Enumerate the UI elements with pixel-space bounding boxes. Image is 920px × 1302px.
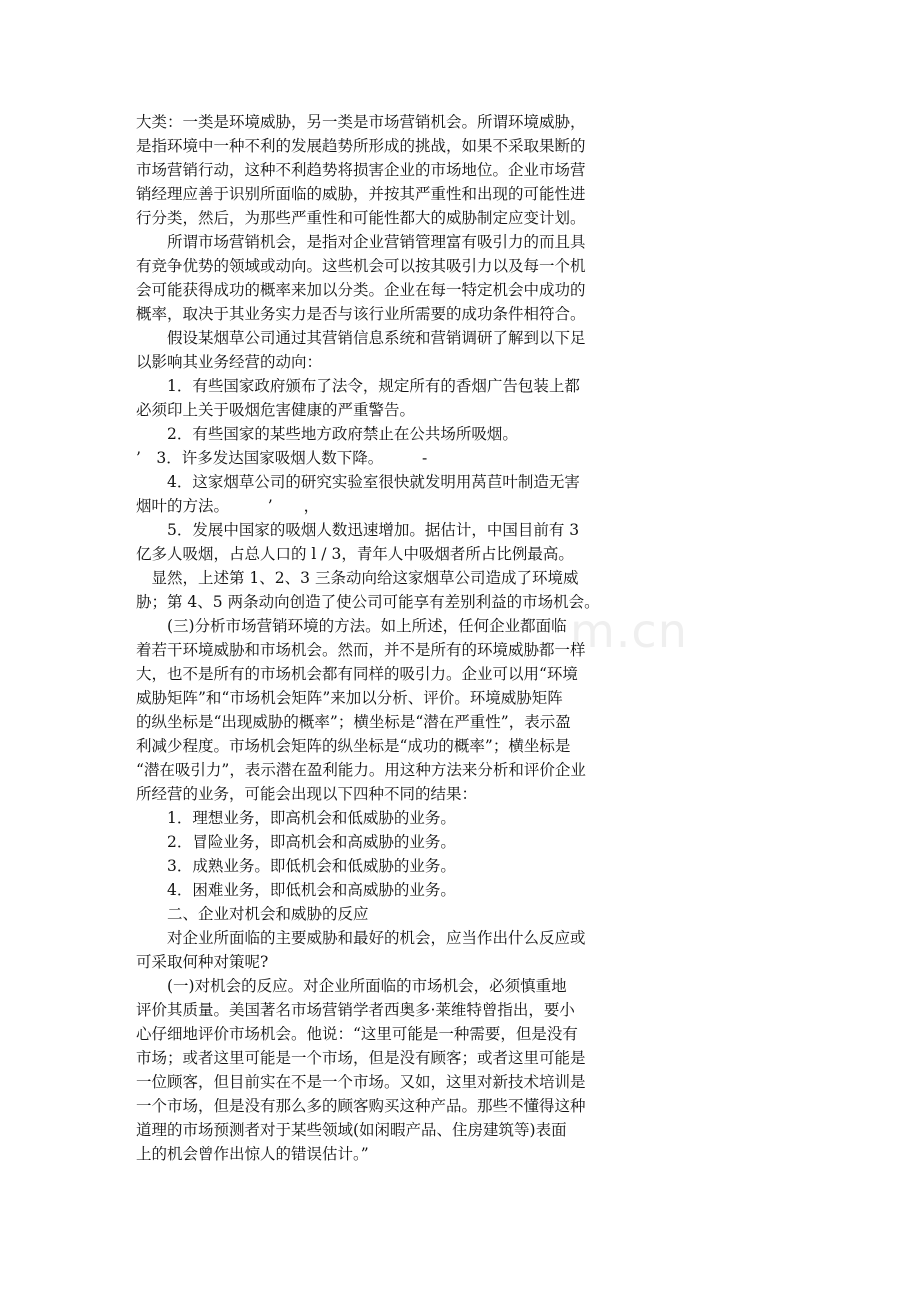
text-line: 1．有些国家政府颁布了法令，规定所有的香烟广告包装上都 bbox=[136, 377, 580, 395]
text-line: 4．困难业务，即低机会和高威胁的业务。 bbox=[136, 881, 456, 899]
watermark: m.cn bbox=[570, 604, 688, 658]
text-line: 市场；或者这里可能是一个市场，但是没有顾客；或者这里可能是 bbox=[136, 1049, 586, 1067]
text-line: 假设某烟草公司通过其营销信息系统和营销调研了解到以下足 bbox=[136, 329, 586, 347]
text-line: (三)分析市场营销环境的方法。如上所述，任何企业都面临 bbox=[136, 617, 567, 635]
text-line: 威胁矩阵”和“市场机会矩阵”来加以分析、评价。环境威胁矩阵 bbox=[136, 689, 563, 707]
text-line: 亿多人吸烟，占总人口的 l / 3，青年人中吸烟者所占比例最高。 bbox=[136, 545, 574, 563]
text-line: 大，也不是所有的市场机会都有同样的吸引力。企业可以用“环境 bbox=[136, 665, 578, 683]
text-line: 二、企业对机会和威胁的反应 bbox=[136, 905, 369, 923]
text-line: 大类：一类是环境威胁，另一类是市场营销机会。所谓环境威胁， bbox=[136, 113, 586, 131]
text-line: 对企业所面临的主要威胁和最好的机会，应当作出什么反应或 bbox=[136, 929, 586, 947]
body-text bbox=[136, 110, 622, 1166]
text-line: 胁；第 4、5 两条动向创造了使公司可能享有差别利益的市场机会。 bbox=[136, 593, 600, 611]
text-line: 显然，上述第 1、2、3 三条动向给这家烟草公司造成了环境威 bbox=[136, 569, 579, 587]
text-line: “潜在吸引力”，表示潜在盈利能力。用这种方法来分析和评价企业 bbox=[136, 761, 586, 779]
text-line: 4．这家烟草公司的研究实验室很快就发明用莴苣叶制造无害 bbox=[136, 473, 580, 491]
text-line: 市场营销行动，这种不利趋势将损害企业的市场地位。企业市场营 bbox=[136, 161, 586, 179]
text-line: 2．冒险业务，即高机会和高威胁的业务。 bbox=[136, 833, 456, 851]
text-line: 着若干环境威胁和市场机会。然而，并不是所有的环境威胁都一样 bbox=[136, 641, 586, 659]
text-line: 烟叶的方法。 ’ ， bbox=[136, 497, 320, 515]
text-line: 所经营的业务，可能会出现以下四种不同的结果： bbox=[136, 785, 478, 803]
text-line: 的纵坐标是“出现威胁的概率”；横坐标是“潜在严重性”，表示盈 bbox=[136, 713, 571, 731]
text-line: 一位顾客，但目前实在不是一个市场。又如，这里对新技术培训是 bbox=[136, 1073, 586, 1091]
text-line: 上的机会曾作出惊人的错误估计。” bbox=[136, 1145, 369, 1163]
text-line: 道理的市场预测者对于某些领域(如闲暇产品、住房建筑等)表面 bbox=[136, 1121, 567, 1139]
text-line: 所谓市场营销机会，是指对企业营销管理富有吸引力的而且具 bbox=[136, 233, 586, 251]
text-line: 概率，取决于其业务实力是否与该行业所需要的成功条件相符合。 bbox=[136, 305, 586, 323]
text-line: 以影响其业务经营的动向： bbox=[136, 353, 323, 371]
text-line: 5．发展中国家的吸烟人数迅速增加。据估计，中国目前有 3 bbox=[136, 521, 580, 539]
text-line: 有竞争优势的领域或动向。这些机会可以按其吸引力以及每一个机 bbox=[136, 257, 586, 275]
text-line: 一个市场，但是没有那么多的顾客购买这种产品。那些不懂得这种 bbox=[136, 1097, 586, 1115]
text-line: 是指环境中一种不利的发展趋势所形成的挑战，如果不采取果断的 bbox=[136, 137, 586, 155]
text-line: 2．有些国家的某些地方政府禁止在公共场所吸烟。 bbox=[136, 425, 518, 443]
text-line: 1．理想业务，即高机会和低威胁的业务。 bbox=[136, 809, 456, 827]
text-line: 行分类，然后，为那些严重性和可能性都大的威胁制定应变计划。 bbox=[136, 209, 586, 227]
text-line: 销经理应善于识别所面临的威胁，并按其严重性和出现的可能性进 bbox=[136, 185, 586, 203]
text-line: 会可能获得成功的概率来加以分类。企业在每一特定机会中成功的 bbox=[136, 281, 586, 299]
text-line: 利减少程度。市场机会矩阵的纵坐标是“成功的概率”；横坐标是 bbox=[136, 737, 571, 755]
text-line: 心仔细地评价市场机会。他说：“这里可能是一种需要，但是没有 bbox=[136, 1025, 578, 1043]
text-line: (一)对机会的反应。对企业所面临的市场机会，必须慎重地 bbox=[136, 977, 567, 995]
text-line: ’ 3．许多发达国家吸烟人数下降。 - bbox=[136, 449, 428, 467]
text-line: 必须印上关于吸烟危害健康的严重警告。 bbox=[136, 401, 416, 419]
text-line: 3．成熟业务。即低机会和低威胁的业务。 bbox=[136, 857, 456, 875]
text-line: 可采取何种对策呢? bbox=[136, 953, 269, 971]
text-line: 评价其质量。美国著名市场营销学者西奥多·莱维特曾指出，要小 bbox=[136, 1001, 575, 1019]
